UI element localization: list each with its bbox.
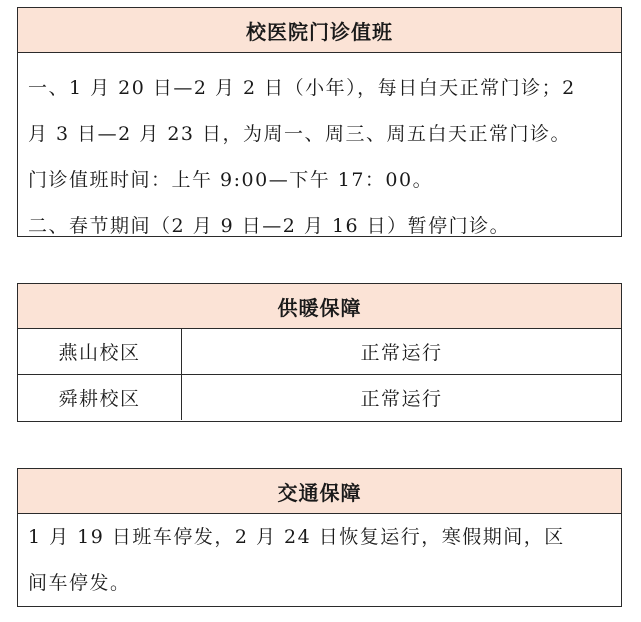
campus-name: 燕山校区 (18, 329, 182, 374)
campus-name: 舜耕校区 (18, 375, 182, 420)
transport-title: 交通保障 (18, 469, 621, 514)
transport-line: 1 月 19 日班车停发，2 月 24 日恢复运行，寒假期间，区 (28, 526, 565, 548)
clinic-line: 月 3 日—2 月 23 日，为周一、周三、周五白天正常门诊。 (28, 123, 572, 145)
heating-status: 正常运行 (360, 342, 443, 364)
heating-status: 正常运行 (360, 388, 443, 410)
clinic-line: 一、1 月 20 日—2 月 2 日（小年），每日白天正常门诊；2 (28, 77, 576, 99)
table-row (18, 375, 621, 420)
heating-title: 供暖保障 (18, 284, 621, 329)
transport-body (18, 514, 621, 606)
heating-table (17, 283, 622, 422)
table-row (18, 329, 621, 375)
clinic-table (17, 7, 622, 237)
clinic-line: 门诊值班时间：上午 9:00—下午 17：00。 (28, 169, 434, 191)
clinic-body (18, 53, 621, 249)
clinic-title: 校医院门诊值班 (18, 8, 621, 53)
clinic-line: 二、春节期间（2 月 9 日—2 月 16 日）暂停门诊。 (28, 215, 511, 237)
transport-table (17, 468, 622, 607)
transport-line: 间车停发。 (28, 572, 131, 594)
